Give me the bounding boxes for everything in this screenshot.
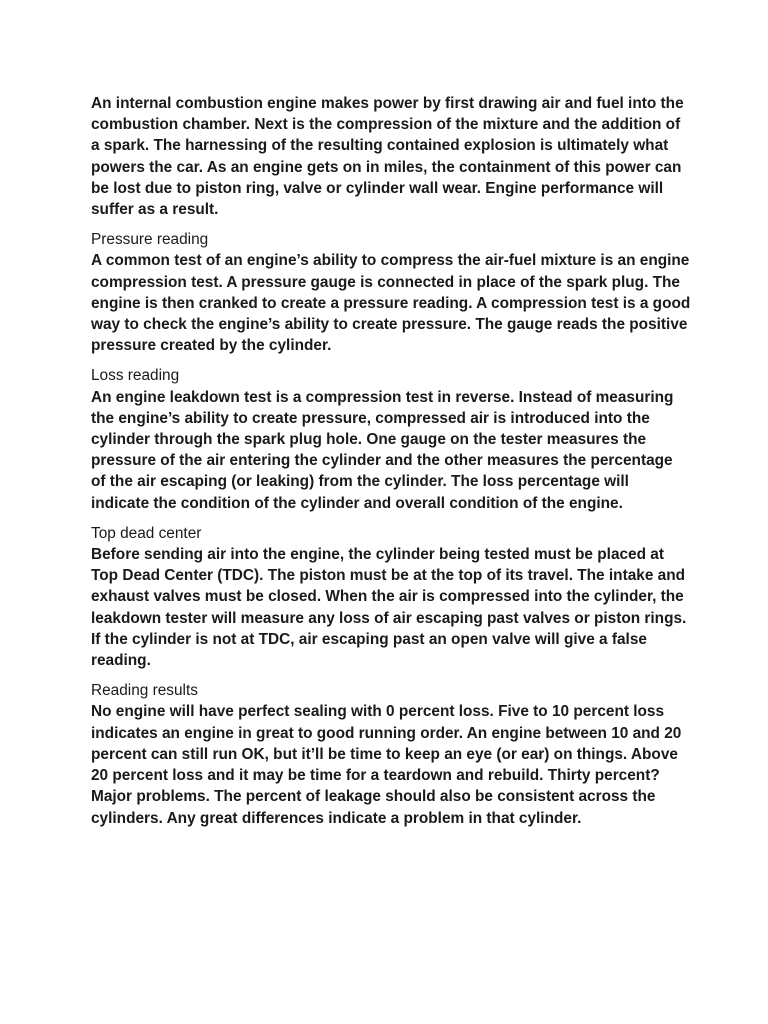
section-heading: Top dead center (91, 524, 202, 542)
section-body: An engine leakdown test is a compression test in reverse. Instead of measuring the engine’s ability to create pressure, compressed air is introduced into the cylinder through the spark plug hole. One gauge on the tester measures the pressure of the air entering the cylinder and the other measures the percentage of the air escaping (or leaking) from the cylinder. The loss percentage will indicate the condition of the cylinder and overall condition of the engine. (91, 388, 674, 512)
section-body: No engine will have perfect sealing with 0 percent loss. Five to 10 percent loss indicates an engine in great to good running order. An engine between 10 and 20 percent can still run OK, but it’ll be time to keep an eye (or ear) on things. Above 20 percent loss and it may be time for a teardown and rebuild. Thirty percent? Major problems. The percent of leakage should also be consistent across the cylinders. Any great differences indicate a problem in that cylinder. (91, 703, 682, 827)
section-reading-results (91, 680, 691, 828)
section-body: A common test of an engine’s ability to compress the air-fuel mixture is an engine compression test. A pressure gauge is connected in place of the spark plug. The engine is then cranked to create a pressure reading. A compression test is a good way to check the engine’s ability to create pressure. The gauge reads the positive pressure created by the cylinder. (91, 252, 691, 355)
section-loss-reading (91, 365, 691, 513)
section-body: Before sending air into the engine, the cylinder being tested must be placed at Top Dead Center (TDC). The piston must be at the top of its travel. The intake and exhaust valves must be closed. When the air is compressed into the cylinder, the leakdown tester will measure any loss of air escaping past valves or piston rings. If the cylinder is not at TDC, air escaping past an open valve will give a false reading. (91, 546, 687, 670)
intro-paragraph: An internal combustion engine makes power by first drawing air and fuel into the combustion chamber. Next is the compression of the mixture and the addition of a spark. The harnessing of the resulting contained explosion is ultimately what powers the car. As an engine gets on in miles, the containment of this power can be lost due to piston ring, valve or cylinder wall wear. Engine performance will suffer as a result. (91, 95, 684, 219)
section-heading: Reading results (91, 682, 198, 700)
section-heading: Loss reading (91, 367, 180, 385)
article-body (91, 93, 691, 829)
section-heading: Pressure reading (91, 231, 209, 249)
section-top-dead-center (91, 523, 691, 671)
section-pressure-reading (91, 229, 691, 356)
